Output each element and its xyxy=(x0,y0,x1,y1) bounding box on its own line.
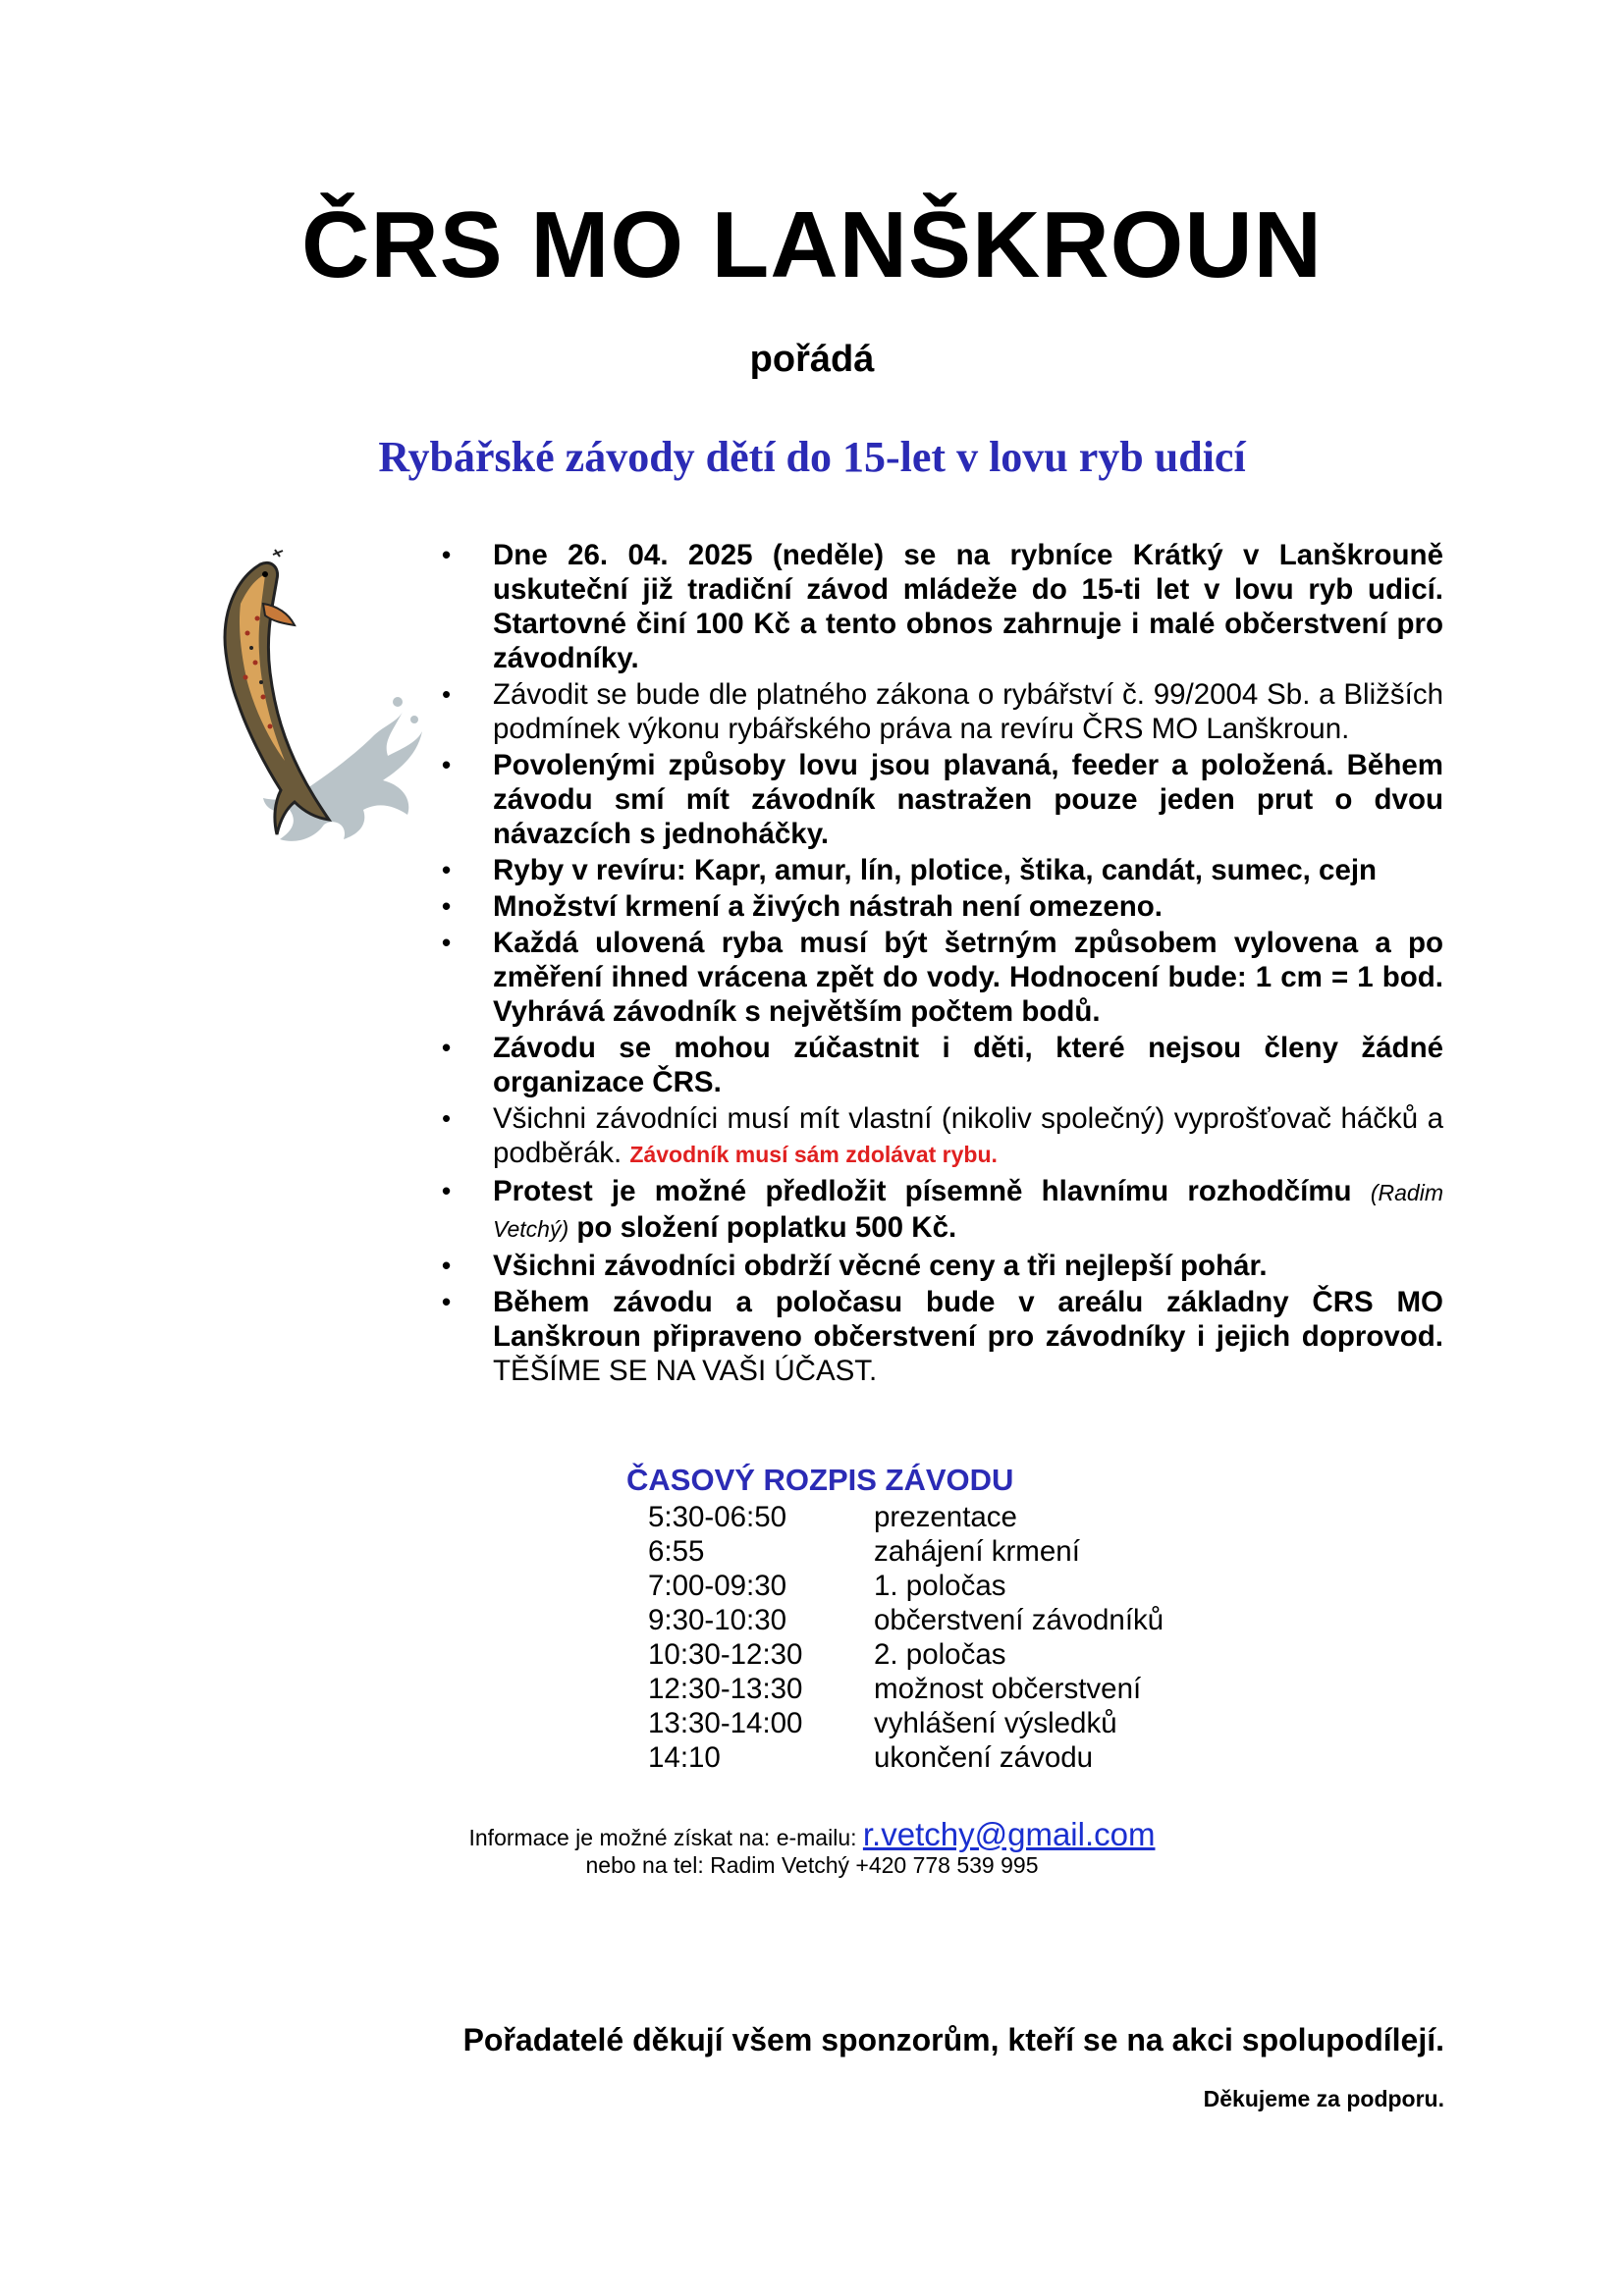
list-item: • Během závodu a poločasu bude v areálu základny ČRS MO Lanškroun připraveno občerstvení pro závodníky i jejich doprovod. TĚŠÍME SE NA VAŠI ÚČAST. xyxy=(442,1286,1443,1387)
list-item: • Každá ulovená ryba musí být šetrným způsobem vylovena a po změření ihned vrácena zpět do vody. Hodnocení bude: 1 cm = 1 bod. Vyhrává závodník s největším počtem bodů. xyxy=(442,927,1443,1028)
jumping-fish-illustration xyxy=(187,545,432,859)
table-row: 9:30-10:30 občerstvení závodníků xyxy=(648,1604,1164,1636)
support-thanks: Děkujeme za podporu. xyxy=(1203,2086,1444,2111)
page-subtitle: pořádá xyxy=(749,339,875,380)
list-item: • Závodit se bude dle platného zákona o rybářství č. 99/2004 Sb. a Bližších podmínek výkonu rybářského práva na revíru ČRS MO Lanškroun. xyxy=(442,678,1443,745)
schedule-title: ČASOVÝ ROZPIS ZÁVODU xyxy=(626,1463,1014,1497)
referee-name: (Radim Vetchý) xyxy=(493,1180,1443,1242)
table-row: 14:10 ukončení závodu xyxy=(648,1741,1094,1774)
bullet-icon: • xyxy=(442,1033,452,1062)
rules-list xyxy=(442,538,1443,1390)
bullet-icon: • xyxy=(442,679,452,709)
list-item: • Povolenými způsoby lovu jsou plavaná, feeder a položená. Během závodu smí mít závodník nastražen pouze jeden prut o dvou návazcích s jednoháčky. xyxy=(442,749,1443,850)
table-row: 6:55 zahájení krmení xyxy=(648,1535,1080,1568)
table-row: 5:30-06:50 prezentace xyxy=(648,1501,1017,1533)
list-item: • Ryby v revíru: Kapr, amur, lín, plotice, štika, candát, sumec, cejn xyxy=(442,854,1378,886)
table-row: 12:30-13:30 možnost občerstvení xyxy=(648,1673,1142,1705)
bullet-icon: • xyxy=(442,1176,452,1205)
table-row: 13:30-14:00 vyhlášení výsledků xyxy=(648,1707,1117,1739)
bullet-icon: • xyxy=(442,1287,452,1316)
contact-email-line xyxy=(0,1816,1624,1853)
red-note: Závodník musí sám zdolávat rybu. xyxy=(629,1142,998,1167)
event-heading: Rybářské závody dětí do 15-let v lovu ryb udicí xyxy=(378,433,1246,481)
list-item: • Všichni závodníci obdrží věcné ceny a tři nejlepší pohár. xyxy=(442,1250,1268,1282)
list-item: • Množství krmení a živých nástrah není omezeno. xyxy=(442,890,1163,923)
bullet-icon: • xyxy=(442,750,452,779)
list-item: • Závodu se mohou zúčastnit i děti, které nejsou členy žádné organizace ČRS. xyxy=(442,1032,1443,1098)
bullet-icon: • xyxy=(442,928,452,957)
list-item: • Dne 26. 04. 2025 (neděle) se na rybníce Krátký v Lanškrouně uskuteční již tradiční závod mládeže do 15-ti let v lovu ryb udicí. Startovné činí 100 Kč a tento obnos zahrnuje i malé občerstvení pro závodníky. xyxy=(442,539,1443,674)
bullet-icon: • xyxy=(442,1251,452,1280)
closing-note: TĚŠÍME SE NA VAŠI ÚČAST. xyxy=(493,1355,878,1387)
bullet-icon: • xyxy=(442,540,452,569)
sponsor-thanks: Pořadatelé děkují všem sponzorům, kteří se na akci spolupodílejí. xyxy=(462,2022,1444,2057)
list-item: • Všichni závodníci musí mít vlastní (nikoliv společný) vyprošťovač háčků a podběrák. Závodník musí sám zdolávat rybu. xyxy=(442,1102,1443,1169)
page-title: ČRS MO LANŠKROUN xyxy=(301,192,1323,297)
bullet-icon: • xyxy=(442,891,452,921)
email-link[interactable]: r.vetchy@gmail.com xyxy=(862,1816,1156,1852)
bullet-icon: • xyxy=(442,1103,452,1133)
contact-phone-line: nebo na tel: Radim Vetchý +420 778 539 995 xyxy=(585,1852,1039,1878)
list-item: • Protest je možné předložit písemně hlavnímu rozhodčímu (Radim Vetchý) po složení poplatku 500 Kč. xyxy=(442,1175,1443,1244)
email-label: Informace je možné získat na: e-mailu: xyxy=(468,1825,857,1850)
schedule-table xyxy=(648,1500,1164,1775)
table-row: 7:00-09:30 1. poločas xyxy=(648,1570,1006,1602)
bullet-icon: • xyxy=(442,855,452,884)
table-row: 10:30-12:30 2. poločas xyxy=(648,1638,1006,1671)
